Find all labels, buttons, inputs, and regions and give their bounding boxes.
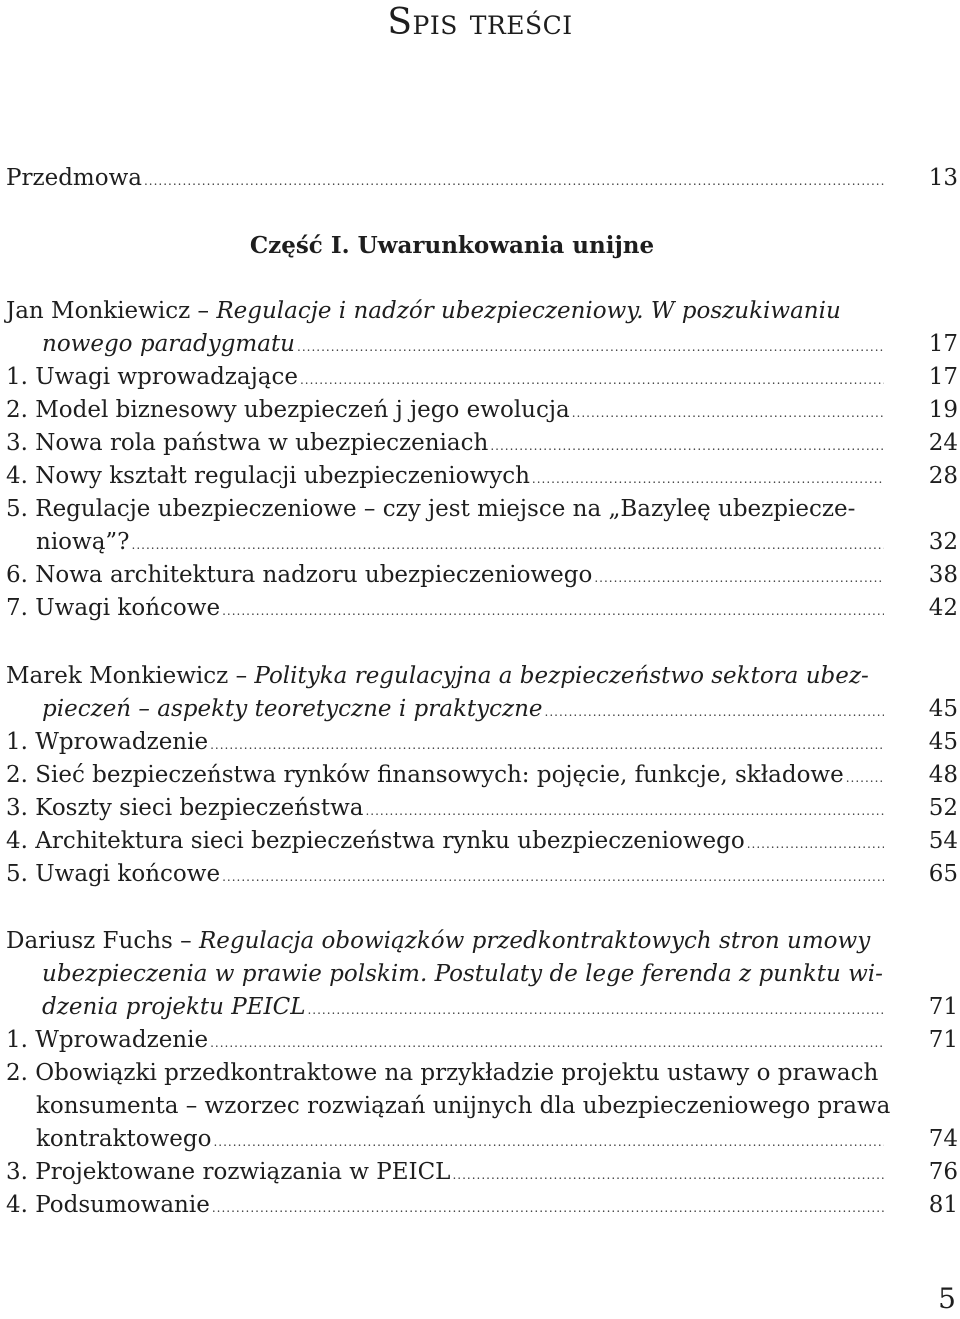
section-label-multiline — [6, 1090, 894, 1123]
part-heading — [6, 229, 958, 262]
page-number: 76 — [928, 1159, 958, 1185]
section-label: 3. Koszty sieci bezpieczeństwa — [6, 795, 364, 821]
section-label-multiline — [6, 493, 894, 526]
chapter-title: Regulacja obowiązków przedkontraktowych stron umowy — [198, 928, 871, 954]
toc-entry-preface — [6, 162, 958, 195]
dot-leader — [297, 331, 884, 364]
dot-leader — [222, 595, 884, 628]
chapter-entry-1 — [6, 295, 958, 625]
section-label-cont: kontraktowego — [36, 1126, 212, 1152]
section-label: 2. Obowiązki przedkontraktowe na przykładzie projektu ustawy o prawach — [6, 1060, 879, 1086]
page-number: 48 — [928, 762, 958, 788]
chapter-title-cont: dzenia projektu PEICL — [42, 994, 306, 1020]
page-number: 45 — [928, 696, 958, 722]
chapter-title-line — [6, 958, 894, 991]
part-title: Część I. Uwarunkowania unijne — [249, 232, 655, 259]
page-number: 52 — [928, 795, 958, 821]
page-folio: 5 — [938, 1282, 956, 1315]
chapter-author: Jan Monkiewicz – — [6, 298, 217, 324]
dot-leader — [572, 397, 884, 430]
section-label: 1. Uwagi wprowadzające — [6, 364, 298, 390]
chapter-title: Regulacje i nadzór ubezpieczeniowy. W poszukiwaniu — [216, 298, 841, 324]
section-label-cont: konsumenta – wzorzec rozwiązań unijnych dla ubezpieczeniowego prawa — [36, 1093, 891, 1119]
chapter-author: Dariusz Fuchs – — [6, 928, 199, 954]
page-number: 71 — [928, 1027, 958, 1053]
entry-label: Przedmowa — [6, 165, 142, 191]
dot-leader — [132, 529, 884, 562]
dot-leader — [213, 1126, 884, 1159]
section-label: 2. Sieć bezpieczeństwa rynków finansowych: pojęcie, funkcje, składowe — [6, 762, 844, 788]
page-title: Spis treści — [387, 2, 573, 43]
chapter-title-line — [6, 660, 894, 693]
section-label: 7. Uwagi końcowe — [6, 595, 221, 621]
section-label: 2. Model biznesowy ubezpieczeń j jego ewolucja — [6, 397, 570, 423]
section-label: 4. Podsumowanie — [6, 1192, 210, 1218]
chapter-title: Polityka regulacyjna a bezpieczeństwo sektora ubez- — [254, 663, 869, 689]
section-label-cont: niową”? — [36, 529, 130, 555]
dot-leader — [212, 1192, 884, 1225]
dot-leader — [532, 463, 884, 496]
page-number: 24 — [928, 430, 958, 456]
dot-leader — [307, 994, 884, 1027]
page-number: 71 — [928, 994, 958, 1020]
page-number: 38 — [928, 562, 958, 588]
dot-leader — [300, 364, 884, 397]
section-label: 4. Architektura sieci bezpieczeństwa rynku ubezpieczeniowego — [6, 828, 745, 854]
chapter-author: Marek Monkiewicz – — [6, 663, 255, 689]
section-label: 5. Regulacje ubezpieczeniowe – czy jest miejsce na „Bazyleę ubezpiecze- — [6, 496, 856, 522]
section-label: 1. Wprowadzenie — [6, 1027, 209, 1053]
section-label: 3. Nowa rola państwa w ubezpieczeniach — [6, 430, 489, 456]
dot-leader — [144, 165, 884, 198]
chapter-title-line — [6, 295, 894, 328]
page-number: 17 — [928, 331, 958, 357]
dot-leader — [452, 1159, 884, 1192]
dot-leader — [846, 762, 884, 795]
dot-leader — [210, 729, 884, 762]
dot-leader — [594, 562, 884, 595]
section-label: 1. Wprowadzenie — [6, 729, 209, 755]
page-number: 42 — [928, 595, 958, 621]
dot-leader — [222, 861, 884, 894]
section-label: 3. Projektowane rozwiązania w PEICL — [6, 1159, 451, 1185]
page-number: 28 — [928, 463, 958, 489]
page-number: 17 — [928, 364, 958, 390]
section-label: 4. Nowy kształt regulacji ubezpieczeniowych — [6, 463, 530, 489]
page-number: 65 — [928, 861, 958, 887]
dot-leader — [365, 795, 884, 828]
section-label: 6. Nowa architektura nadzoru ubezpieczeniowego — [6, 562, 593, 588]
chapter-entry-2 — [6, 660, 958, 891]
page-number: 13 — [928, 165, 958, 191]
chapter-title-cont: pieczeń – aspekty teoretyczne i praktyczne — [42, 696, 543, 722]
dot-leader — [210, 1027, 884, 1060]
chapter-title-line — [6, 925, 894, 958]
chapter-title-cont: nowego paradygmatu — [42, 331, 295, 357]
page-number: 32 — [928, 529, 958, 555]
dot-leader — [747, 828, 884, 861]
chapter-title-cont: ubezpieczenia w prawie polskim. Postulaty de lege ferenda z punktu wi- — [42, 961, 883, 987]
page-number: 81 — [928, 1192, 958, 1218]
page-number: 19 — [928, 397, 958, 423]
page-number: 54 — [928, 828, 958, 854]
page-number: 45 — [928, 729, 958, 755]
dot-leader — [545, 696, 884, 729]
chapter-entry-3 — [6, 925, 958, 1222]
dot-leader — [490, 430, 884, 463]
page-number: 74 — [928, 1126, 958, 1152]
section-label: 5. Uwagi końcowe — [6, 861, 221, 887]
section-label-multiline — [6, 1057, 894, 1090]
